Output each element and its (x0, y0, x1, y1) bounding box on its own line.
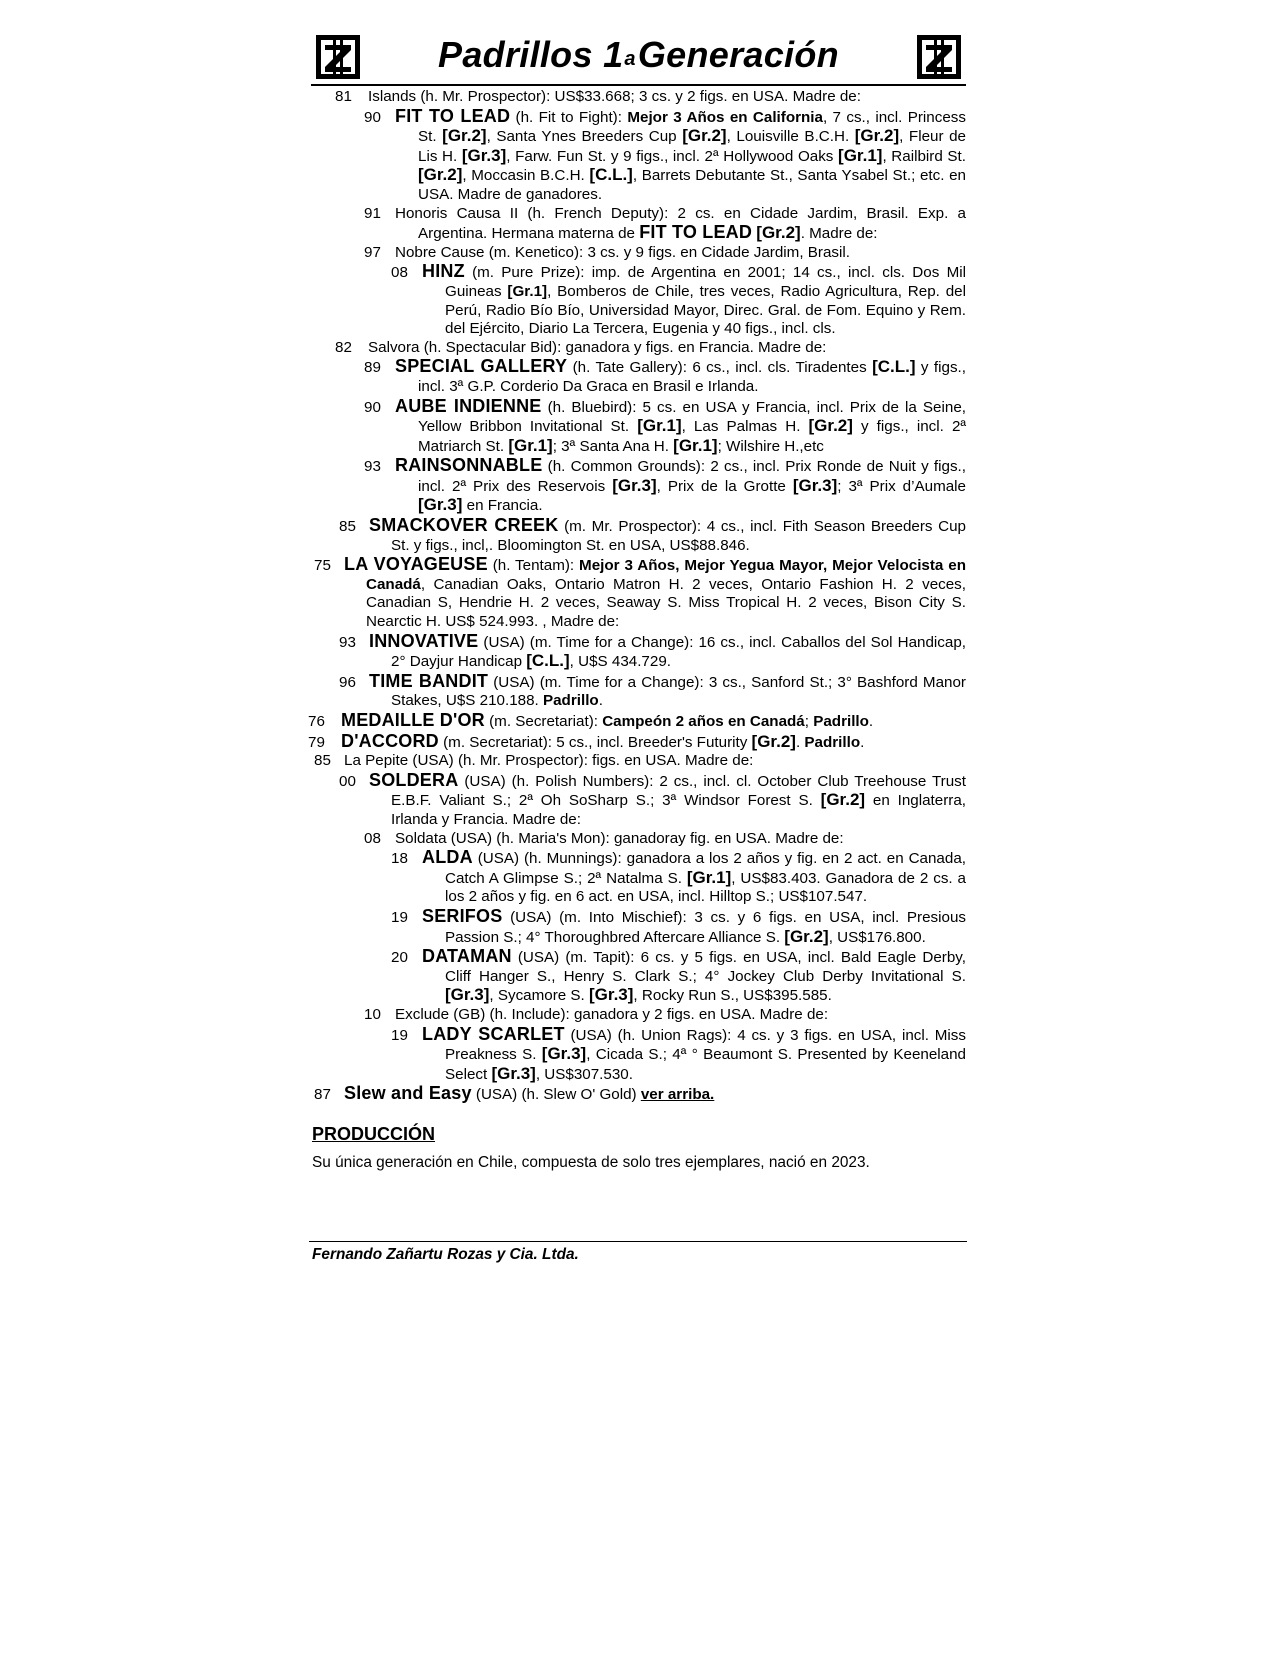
entry-text: . (868, 713, 874, 730)
grade-badge: [Gr.3] (461, 145, 507, 165)
grade-badge: [Gr.2] (682, 126, 727, 146)
grade-badge: [Gr.1] (673, 435, 718, 455)
entry-text: Padrillo (813, 713, 869, 730)
entry-text: , Rocky Run S., US$395.585. (633, 987, 832, 1005)
entry-text: y figs., incl. 3ª G.P. Corderio Da Graca en Brasil e Irlanda. (418, 359, 966, 395)
entry-text: Padrillo (804, 733, 861, 751)
pedigree-entry: 93 INNOVATIVE (USA) (m. Time for a Change): 16 cs., incl. Caballos del Sol Handicap, 2° Dayjur Handicap [C.L.], U$S 434.729. (339, 630, 966, 671)
pedigree-entry: 19 LADY SCARLET (USA) (h. Union Rags): 4 cs. y 3 figs. en USA, incl. Miss Preakness S. [Gr.3], Cicada S.; 4ª ° Beaumont S. Presented by Keeneland Select [Gr.3], US$307.530. (391, 1023, 966, 1083)
grade-badge: [Gr.2] (784, 926, 829, 946)
horse-name: SPECIAL GALLERY (395, 356, 568, 377)
production-text: Su única generación en Chile, compuesta de solo tres ejemplares, nació en 2023. (312, 1154, 870, 1171)
entry-text: ; 3ª Santa Ana H. (552, 437, 674, 455)
grade-badge: [Gr.3] (589, 985, 634, 1005)
pedigree-entry: 87 Slew and Easy (USA) (h. Slew O' Gold) ver arriba. (314, 1083, 715, 1104)
entry-text: (h. Fit to Fight): (510, 108, 628, 126)
entry-text: , Farw. Fun St. y 9 figs., incl. 2ª Hollywood Oaks (506, 147, 839, 165)
entry-text: ; Wilshire H.,etc (717, 437, 824, 455)
entry-text: , 7 cs., incl. Princess St. (418, 108, 966, 146)
entry-text: , Railbird St. (882, 147, 966, 165)
entry-text: , Canadian Oaks, Ontario Matron H. 2 veces, Ontario Fashion H. 2 veces, Canadian S, Hendrie H. 2 veces, Seaway S. Miss Tropical H. 2 veces, Bison City S. Nearctic H. US$ 524.993. , Madre de: (366, 575, 966, 631)
pedigree-text (308, 88, 967, 1105)
footer-rule (309, 1241, 967, 1242)
horse-name: RAINSONNABLE (395, 455, 543, 476)
grade-badge: [Gr.1] (838, 145, 883, 165)
horse-name: MEDAILLE D'OR (341, 710, 485, 730)
footer-company: Fernando Zañartu Rozas y Cia. Ltda. (312, 1246, 579, 1263)
zanartu-logo-icon (916, 34, 962, 80)
horse-name: SMACKOVER CREEK (369, 515, 559, 536)
grade-badge: [Gr.3] (418, 495, 463, 515)
entry-text: , Bomberos de Chile, tres veces, Radio Agricultura, Rep. del Perú, Radio Bío Bío, Universidad Mayor, Direc. Gral. de Fom. Equino y Rem. del Ejército, Diario La Tercera, Eugenia y 40 figs., incl. cls. (445, 282, 966, 338)
horse-name: FIT TO LEAD (639, 222, 753, 243)
pedigree-entry: 79 D'ACCORD (m. Secretariat): 5 cs., incl. Breeder's Futurity [Gr.2]. Padrillo. (308, 730, 865, 751)
entry-text: y figs., incl. 2ª Matriarch St. (418, 418, 967, 455)
entry-text: (h. Bluebird): 5 cs. en USA y Francia, incl. Prix de la Seine, Yellow Bribbon Invitational St. (418, 398, 966, 436)
horse-name: LADY SCARLET (422, 1023, 565, 1044)
entry-text: (m. Mr. Prospector): 4 cs., incl. Fith Season Breeders Cup St. y figs., incl,. Bloomington St. en USA, US$88.846. (391, 518, 966, 554)
entry-text: en Francia. (462, 497, 543, 515)
horse-name: TIME BANDIT (369, 670, 489, 691)
grade-badge: [Gr.1] (508, 435, 553, 455)
entry-text: , Prix de la Grotte (656, 477, 793, 495)
entry-text: Exclude (GB) (h. Include): ganadora y 2 figs. en USA. Madre de: (395, 1005, 829, 1023)
header-rule (311, 84, 966, 86)
grade-badge: [Gr.3] (491, 1063, 536, 1083)
horse-name: SOLDERA (369, 769, 459, 790)
entry-text: Campeón 2 años en Canadá (602, 713, 805, 730)
entry-text: , Santa Ynes Breeders Cup (486, 128, 683, 146)
pedigree-entry: 19 SERIFOS (USA) (m. Into Mischief): 3 cs. y 6 figs. en USA, incl. Presious Passion S.; 4° Thoroughbred Aftercare Alliance S. [Gr.2], US$176.800. (391, 905, 966, 946)
pedigree-entry: 18 ALDA (USA) (h. Munnings): ganadora a los 2 años y fig. en 2 act. en Canada, Catch A Glimpse S.; 2ª Natalma S. [Gr.1], US$83.403. Ganadora de 2 cs. a los 2 años y fig. en 6 act. en USA, incl. Hilltop S.; US$107.547. (391, 847, 967, 906)
entry-text: (USA) (m. Into Mischief): 3 cs. y 6 figs. en USA, incl. Presious Passion S.; 4° Thoroughbred Aftercare Alliance S. (445, 908, 966, 946)
entry-text: [Gr.1] (507, 282, 548, 300)
entry-text: , Cicada S.; 4ª ° Beaumont S. Presented by Keeneland Select (445, 1046, 966, 1083)
entry-text: ver arriba. (640, 1086, 715, 1104)
entry-text: (m. Secretariat): (484, 713, 603, 730)
page-title: Padrillos 1$^a$Generación (438, 34, 839, 75)
pedigree-entry: 91 Honoris Causa II (h. French Deputy): 2 cs. en Cidade Jardim, Brasil. Exp. a Argentina. Hermana materna de FIT TO LEAD [Gr.2]. Madre de: (364, 204, 966, 243)
entry-text: . (860, 733, 865, 751)
entry-text: (USA) (h. Polish Numbers): 2 cs., incl. cl. October Club Treehouse Trust E.B.F. Valiant S.; 2ª Oh SoSharp S.; 3ª Windsor Forest S. (391, 772, 966, 810)
pedigree-entry: 85 SMACKOVER CREEK (m. Mr. Prospector): 4 cs., incl. Fith Season Breeders Cup St. y figs., incl,. Bloomington St. en USA, US$88.846. (339, 515, 966, 554)
entry-text: , US$307.530. (535, 1065, 633, 1083)
entry-text: , Las Palmas H. (681, 418, 809, 436)
grade-badge: [Gr.1] (637, 416, 682, 436)
zanartu-logo-icon (315, 34, 361, 80)
horse-name: AUBE INDIENNE (395, 395, 542, 416)
entry-text: ; 3ª Prix d’Aumale (837, 477, 966, 495)
grade-badge: [Gr.3] (445, 985, 490, 1005)
entry-text: , Louisville B.C.H. (726, 128, 855, 146)
entry-text: , US$176.800. (828, 928, 926, 946)
grade-badge: [Gr.2] (756, 223, 801, 243)
horse-name: Slew and Easy (344, 1083, 472, 1104)
entry-text: (m. Pure Prize): imp. de Argentina en 2001; 14 cs., incl. cls. Dos Mil Guineas (445, 264, 966, 300)
entry-text: . (598, 692, 603, 710)
grade-badge: [Gr.3] (792, 475, 838, 495)
entry-text: (h. Tentam): (487, 557, 580, 575)
entry-text: Soldata (USA) (h. Maria's Mon): ganadoray fig. en USA. Madre de: (395, 829, 844, 847)
entry-text: Honoris Causa II (h. French Deputy): 2 cs. en Cidade Jardim, Brasil. Exp. a Argentina. Hermana materna de (395, 204, 966, 243)
page-header (311, 28, 966, 86)
entry-text: (USA) (h. Slew O' Gold) (471, 1086, 641, 1104)
pedigree-entry: 82 Salvora (h. Spectacular Bid): ganadora y figs. en Francia. Madre de: (335, 338, 827, 356)
grade-badge: [C.L.] (526, 651, 570, 671)
pedigree-entry: 81 Islands (h. Mr. Prospector): US$33.668; 3 cs. y 2 figs. en USA. Madre de: (335, 88, 861, 105)
pedigree-entry: 08 HINZ (m. Pure Prize): imp. de Argentina en 2001; 14 cs., incl. cls. Dos Mil Guineas [Gr.1], Bomberos de Chile, tres veces, Radio Agricultura, Rep. del Perú, Radio Bío Bío, Universidad Mayor, Direc. Gral. de Fom. Equino y Rem. del Ejército, Diario La Tercera, Eugenia y 40 figs., incl. cls. (391, 261, 966, 338)
horse-name: FIT TO LEAD (395, 105, 511, 126)
entry-text: ; (804, 713, 814, 730)
pedigree-entry: 96 TIME BANDIT (USA) (m. Time for a Change): 3 cs., Sanford St.; 3° Bashford Manor Stakes, U$S 210.188. Padrillo. (339, 670, 966, 710)
horse-name: HINZ (422, 261, 465, 282)
pedigree-entry: 10 Exclude (GB) (h. Include): ganadora y 2 figs. en USA. Madre de: (364, 1005, 829, 1023)
entry-text: Islands (h. Mr. Prospector): US$33.668; 3 cs. y 2 figs. en USA. Madre de: (368, 88, 861, 105)
horse-name: ALDA (422, 847, 473, 868)
grade-badge: [Gr.2] (854, 126, 900, 146)
entry-text: Salvora (h. Spectacular Bid): ganadora y figs. en Francia. Madre de: (368, 338, 827, 356)
entry-text: Nobre Cause (m. Kenetico): 3 cs. y 9 figs. en Cidade Jardim, Brasil. (395, 243, 850, 261)
entry-text: (USA) (m. Time for a Change): 16 cs., incl. Caballos del Sol Handicap, 2° Dayjur Handicap (391, 633, 966, 671)
pedigree-entry: 89 SPECIAL GALLERY (h. Tate Gallery): 6 cs., incl. cls. Tiradentes [C.L.] y figs., incl. 3ª G.P. Corderio Da Graca en Brasil e Irlanda. (364, 356, 966, 395)
entry-text: Padrillo (542, 692, 599, 710)
horse-name: LA VOYAGEUSE (344, 554, 488, 575)
entry-text: (h. Tate Gallery): 6 cs., incl. cls. Tiradentes (567, 359, 873, 377)
pedigree-entry: 08 Soldata (USA) (h. Maria's Mon): ganadoray fig. en USA. Madre de: (364, 829, 844, 847)
grade-badge: [Gr.1] (686, 867, 732, 887)
entry-text: en Inglaterra, Irlanda y Francia. Madre de: (391, 792, 966, 828)
entry-text: . (795, 733, 805, 751)
horse-name: INNOVATIVE (369, 630, 479, 651)
entry-text: (h. Common Grounds): 2 cs., incl. Prix Ronde de Nuit y figs., incl. 2ª Prix des Reservois (418, 458, 966, 495)
grade-badge: [Gr.2] (442, 126, 487, 146)
entry-text: , U$S 434.729. (569, 653, 671, 671)
entry-text: La Pepite (USA) (h. Mr. Prospector): figs. en USA. Madre de: (344, 752, 754, 770)
horse-name: D'ACCORD (341, 730, 439, 751)
entry-text: (USA) (m. Tapit): 6 cs. y 5 figs. en USA, incl. Bald Eagle Derby, Cliff Hanger S., Henry S. Clark S.; 4° Jockey Club Derby Invitational S. (445, 949, 966, 985)
entry-text: (USA) (m. Time for a Change): 3 cs., Sanford St.; 3° Bashford Manor Stakes, U$S 210.188. (391, 673, 966, 710)
entry-text: (m. Secretariat): 5 cs., incl. Breeder's Futurity (438, 733, 752, 751)
grade-badge: [Gr.2] (808, 416, 853, 436)
pedigree-entry: 90 FIT TO LEAD (h. Fit to Fight): Mejor 3 Años en California, 7 cs., incl. Princess St. [Gr.2], Santa Ynes Breeders Cup [Gr.2], Louisville B.C.H. [Gr.2], Fleur de Lis H. [Gr.3], Farw. Fun St. y 9 figs., incl. 2ª Hollywood Oaks [Gr.1], Railbird St. [Gr.2], Moccasin B.C.H. [C.L.], Barrets Debutante St., Santa Ysabel St.; etc. en USA. Madre de ganadores. (364, 105, 967, 203)
grade-badge: [Gr.2] (820, 790, 866, 810)
pedigree-entry: 20 DATAMAN (USA) (m. Tapit): 6 cs. y 5 figs. en USA, incl. Bald Eagle Derby, Cliff Hanger S., Henry S. Clark S.; 4° Jockey Club Derby Invitational S. [Gr.3], Sycamore S. [Gr.3], Rocky Run S., US$395.585. (391, 946, 966, 1005)
entry-text: (USA) (h. Union Rags): 4 cs. y 3 figs. en USA, incl. Miss Preakness S. (445, 1026, 966, 1064)
pedigree-entry: 85 La Pepite (USA) (h. Mr. Prospector): figs. en USA. Madre de: (314, 752, 754, 770)
entry-text: , Fleur de Lis H. (418, 128, 967, 165)
pedigree-entry: 76 MEDAILLE D'OR (m. Secretariat): Campeón 2 años en Canadá; Padrillo. (308, 710, 874, 730)
entry-text: . Madre de: (800, 225, 878, 243)
pedigree-entry: 00 SOLDERA (USA) (h. Polish Numbers): 2 cs., incl. cl. October Club Treehouse Trust E.B.F. Valiant S.; 2ª Oh SoSharp S.; 3ª Windsor Forest S. [Gr.2] en Inglaterra, Irlanda y Francia. Madre de: (339, 769, 966, 828)
entry-text: Mejor 3 Años, Mejor Yegua Mayor, Mejor Velocista en Canadá (366, 557, 966, 593)
entry-text: , Moccasin B.C.H. (462, 167, 590, 185)
pedigree-entry: 97 Nobre Cause (m. Kenetico): 3 cs. y 9 figs. en Cidade Jardim, Brasil. (364, 243, 850, 261)
pedigree-entry: 93 RAINSONNABLE (h. Common Grounds): 2 cs., incl. Prix Ronde de Nuit y figs., incl. 2ª Prix des Reservois [Gr.3], Prix de la Grotte [Gr.3]; 3ª Prix d’Aumale [Gr.3] en Francia. (364, 455, 966, 515)
grade-badge: [Gr.2] (751, 731, 796, 751)
production-heading: PRODUCCIÓN (312, 1124, 436, 1144)
pedigree-entry: 75 LA VOYAGEUSE (h. Tentam): Mejor 3 Años, Mejor Yegua Mayor, Mejor Velocista en Canadá, Canadian Oaks, Ontario Matron H. 2 veces, Ontario Fashion H. 2 veces, Canadian S, Hendrie H. 2 veces, Seaway S. Miss Tropical H. 2 veces, Bison City S. Nearctic H. US$ 524.993. , Madre de: (314, 554, 966, 631)
entry-text: , Barrets Debutante St., Santa Ysabel St.; etc. en USA. Madre de ganadores. (418, 167, 966, 203)
grade-badge: [C.L.] (589, 165, 633, 185)
entry-text: Mejor 3 Años en California (627, 108, 823, 126)
pedigree-entry: 90 AUBE INDIENNE (h. Bluebird): 5 cs. en USA y Francia, incl. Prix de la Seine, Yellow Bribbon Invitational St. [Gr.1], Las Palmas H. [Gr.2] y figs., incl. 2ª Matriarch St. [Gr.1]; 3ª Santa Ana H. [Gr.1]; Wilshire H.,etc (364, 395, 967, 455)
grade-badge: [Gr.3] (612, 475, 657, 495)
entry-text: (USA) (h. Munnings): ganadora a los 2 años y fig. en 2 act. en Canada, Catch A Glimpse S.; 2ª Natalma S. (445, 850, 966, 887)
entry-text: , Sycamore S. (489, 987, 590, 1005)
grade-badge: [Gr.3] (541, 1044, 587, 1064)
entry-text: , US$83.403. Ganadora de 2 cs. a los 2 años y fig. en 6 act. en USA, incl. Hilltop S.; US$107.547. (445, 869, 967, 906)
grade-badge: [C.L.] (872, 357, 916, 377)
horse-name: DATAMAN (422, 946, 512, 967)
horse-name: SERIFOS (422, 905, 503, 926)
grade-badge: [Gr.2] (418, 165, 463, 185)
